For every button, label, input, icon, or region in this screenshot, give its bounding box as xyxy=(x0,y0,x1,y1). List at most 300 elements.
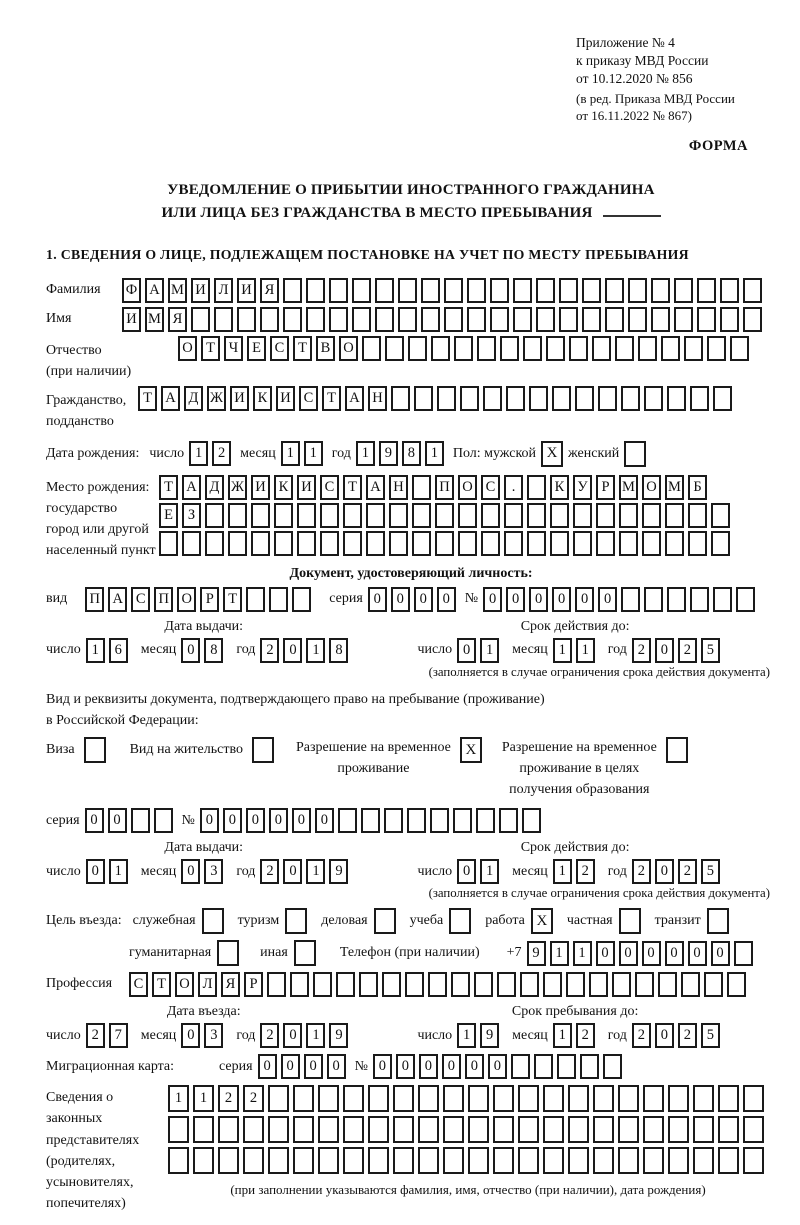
char-cell xyxy=(418,1085,439,1112)
char-cell: Т xyxy=(201,336,220,361)
char-cell: 0 xyxy=(315,808,334,833)
char-cell: 0 xyxy=(711,941,730,966)
appendix-line: от 10.12.2020 № 856 xyxy=(576,70,693,86)
char-cell: 0 xyxy=(108,808,127,833)
purpose-other-checkbox xyxy=(294,940,316,966)
char-cell xyxy=(444,307,463,332)
residence-number-boxes xyxy=(200,808,545,833)
char-cell: 0 xyxy=(419,1054,438,1079)
purpose-work: работа X xyxy=(480,908,553,934)
char-cell xyxy=(569,336,588,361)
char-cell xyxy=(707,336,726,361)
char-cell xyxy=(499,808,518,833)
char-cell xyxy=(251,503,270,528)
valid-title: Срок действия до: xyxy=(520,618,630,634)
char-cell: А xyxy=(108,587,127,612)
char-cell xyxy=(743,1116,764,1143)
char-cell xyxy=(575,386,594,411)
char-cell xyxy=(523,336,542,361)
char-cell xyxy=(668,1085,689,1112)
char-cell xyxy=(481,503,500,528)
char-cell: 0 xyxy=(575,587,594,612)
char-cell xyxy=(412,503,431,528)
char-cell: С xyxy=(270,336,289,361)
char-cell xyxy=(343,1147,364,1174)
patronymic-boxes xyxy=(178,336,753,361)
issue-year-boxes xyxy=(260,638,352,663)
char-cell xyxy=(154,808,173,833)
birthdate-label: Дата рождения: xyxy=(46,445,140,461)
temp-residence-education-option: Разрешение на временное проживание в целях получения образования xyxy=(502,737,688,800)
legal-row1 xyxy=(168,1085,768,1112)
migration-card-row xyxy=(46,1054,776,1079)
char-cell: 0 xyxy=(465,1054,484,1079)
name-label: Имя xyxy=(46,310,72,326)
char-cell xyxy=(628,307,647,332)
char-cell xyxy=(443,1147,464,1174)
char-cell: 0 xyxy=(327,1054,346,1079)
char-cell: 1 xyxy=(356,441,375,466)
char-cell xyxy=(736,587,755,612)
char-cell xyxy=(359,972,378,997)
char-cell xyxy=(228,531,247,556)
char-cell: 1 xyxy=(553,1023,572,1048)
char-cell: М xyxy=(619,475,638,500)
char-cell xyxy=(393,1116,414,1143)
char-cell: 2 xyxy=(632,1023,651,1048)
char-cell xyxy=(168,1116,189,1143)
legal-representatives-label: Сведения о законных представителях (родителях, усыновителях, попечителях) xyxy=(46,1090,140,1212)
char-cell xyxy=(527,475,546,500)
purpose-official-checkbox xyxy=(202,908,224,934)
char-cell xyxy=(536,278,555,303)
char-cell: О xyxy=(339,336,358,361)
char-cell: 1 xyxy=(480,638,499,663)
char-cell: И xyxy=(251,475,270,500)
char-cell xyxy=(260,307,279,332)
surname-label: Фамилия xyxy=(46,281,101,297)
char-cell xyxy=(481,531,500,556)
char-cell: 1 xyxy=(168,1085,189,1112)
citizenship-label: Гражданство, подданство xyxy=(46,392,127,429)
char-cell xyxy=(667,386,686,411)
char-cell xyxy=(621,587,640,612)
char-cell xyxy=(718,1147,739,1174)
char-cell: 0 xyxy=(396,1054,415,1079)
residence-options xyxy=(46,737,776,800)
temp-residence-education-checkbox xyxy=(666,737,688,763)
char-cell: 3 xyxy=(204,859,223,884)
char-cell: Д xyxy=(205,475,224,500)
char-cell: 5 xyxy=(701,638,720,663)
stay-year-boxes xyxy=(632,1023,724,1048)
arrival-title: Дата въезда: xyxy=(166,1004,241,1020)
vid-label: вид xyxy=(46,591,68,607)
valid-month-boxes xyxy=(553,638,599,663)
char-cell xyxy=(504,531,523,556)
char-cell xyxy=(418,1147,439,1174)
char-cell xyxy=(529,386,548,411)
char-cell xyxy=(730,336,749,361)
char-cell xyxy=(168,1147,189,1174)
char-cell xyxy=(513,278,532,303)
char-cell xyxy=(435,531,454,556)
residence-permit-option: Вид на жительство xyxy=(130,737,274,763)
char-cell xyxy=(559,307,578,332)
char-cell: 9 xyxy=(480,1023,499,1048)
legal-row2 xyxy=(168,1116,768,1143)
month-label: месяц xyxy=(140,642,177,658)
char-cell xyxy=(243,1116,264,1143)
char-cell xyxy=(500,336,519,361)
issue-month-boxes xyxy=(181,638,227,663)
char-cell xyxy=(458,503,477,528)
char-cell: Н xyxy=(389,475,408,500)
char-cell xyxy=(552,386,571,411)
char-cell: О xyxy=(458,475,477,500)
char-cell xyxy=(550,531,569,556)
char-cell: 9 xyxy=(379,441,398,466)
char-cell: 0 xyxy=(457,638,476,663)
char-cell: С xyxy=(131,587,150,612)
seriya-label: серия xyxy=(46,812,80,828)
char-cell xyxy=(582,278,601,303)
char-cell xyxy=(718,1116,739,1143)
char-cell: О xyxy=(178,336,197,361)
char-cell: Ж xyxy=(228,475,247,500)
char-cell xyxy=(393,1147,414,1174)
char-cell xyxy=(642,503,661,528)
char-cell xyxy=(368,1147,389,1174)
section1-heading: 1. СВЕДЕНИЯ О ЛИЦЕ, ПОДЛЕЖАЩЕМ ПОСТАНОВКЕ НА УЧЕТ ПО МЕСТУ ПРЕБЫВАНИЯ xyxy=(46,246,689,262)
char-cell xyxy=(343,1085,364,1112)
residence-line2: в Российской Федерации: xyxy=(46,713,199,729)
number-label: № xyxy=(464,591,479,607)
residence-dates xyxy=(46,840,776,884)
vid-boxes xyxy=(85,587,315,612)
char-cell: 0 xyxy=(246,808,265,833)
char-cell: С xyxy=(299,386,318,411)
char-cell: А xyxy=(345,386,364,411)
char-cell xyxy=(398,278,417,303)
char-cell xyxy=(421,278,440,303)
char-cell: 0 xyxy=(596,941,615,966)
char-cell: П xyxy=(154,587,173,612)
char-cell: 2 xyxy=(576,1023,595,1048)
profession-row xyxy=(46,972,776,997)
char-cell: Т xyxy=(293,336,312,361)
char-cell xyxy=(384,808,403,833)
purpose-private-checkbox xyxy=(619,908,641,934)
arrival-year-boxes xyxy=(260,1023,352,1048)
char-cell xyxy=(329,278,348,303)
char-cell: 2 xyxy=(260,638,279,663)
char-cell xyxy=(493,1147,514,1174)
char-cell: И xyxy=(191,278,210,303)
char-cell: 2 xyxy=(678,1023,697,1048)
char-cell xyxy=(688,531,707,556)
name-row xyxy=(46,307,776,332)
char-cell: С xyxy=(481,475,500,500)
residence-text xyxy=(46,689,776,732)
char-cell xyxy=(251,531,270,556)
birthplace-row3 xyxy=(159,531,734,556)
residence-note: (заполняется в случае ограничения срока действия документа) xyxy=(428,886,770,901)
valid-year-boxes xyxy=(632,638,724,663)
char-cell xyxy=(618,1116,639,1143)
char-cell: О xyxy=(175,972,194,997)
char-cell: 2 xyxy=(212,441,231,466)
char-cell: 1 xyxy=(553,859,572,884)
char-cell xyxy=(343,1116,364,1143)
char-cell: Ч xyxy=(224,336,243,361)
char-cell xyxy=(393,1085,414,1112)
char-cell xyxy=(290,972,309,997)
char-cell xyxy=(375,307,394,332)
purpose-study-checkbox xyxy=(449,908,471,934)
year-label: год xyxy=(236,642,256,658)
valid-title: Срок действия до: xyxy=(520,840,630,856)
month-label: месяц xyxy=(140,1027,177,1043)
char-cell xyxy=(568,1085,589,1112)
char-cell xyxy=(268,1116,289,1143)
char-cell: Я xyxy=(168,307,187,332)
residence-series-row xyxy=(46,808,776,833)
char-cell: 0 xyxy=(598,587,617,612)
char-cell xyxy=(267,972,286,997)
char-cell xyxy=(638,336,657,361)
char-cell xyxy=(293,1147,314,1174)
char-cell xyxy=(704,972,723,997)
char-cell xyxy=(467,307,486,332)
char-cell: И xyxy=(230,386,249,411)
char-cell xyxy=(534,1054,553,1079)
char-cell xyxy=(615,336,634,361)
char-cell: 0 xyxy=(483,587,502,612)
char-cell: 1 xyxy=(306,1023,325,1048)
char-cell xyxy=(713,587,732,612)
char-cell: 0 xyxy=(283,859,302,884)
char-cell: М xyxy=(145,307,164,332)
char-cell: 1 xyxy=(189,441,208,466)
char-cell xyxy=(734,941,753,966)
char-cell xyxy=(368,1116,389,1143)
char-cell xyxy=(543,1147,564,1174)
char-cell: 0 xyxy=(85,808,104,833)
year-label: год xyxy=(607,642,627,658)
char-cell xyxy=(191,307,210,332)
char-cell xyxy=(361,808,380,833)
char-cell: 1 xyxy=(425,441,444,466)
char-cell: С xyxy=(320,475,339,500)
migration-number-boxes xyxy=(373,1054,626,1079)
arrival-month-boxes xyxy=(181,1023,227,1048)
migration-seriya-boxes xyxy=(258,1054,350,1079)
appendix-line: Приложение № 4 xyxy=(576,35,675,50)
char-cell xyxy=(518,1147,539,1174)
stay-title: Срок пребывания до: xyxy=(511,1004,639,1020)
char-cell xyxy=(582,307,601,332)
residence-valid-day-boxes xyxy=(457,859,503,884)
identity-doc-heading: Документ, удостоверяющий личность: xyxy=(289,565,533,581)
legal-caption: (при заполнении указываются фамилия, имя, отчество (при наличии), дата рождения) xyxy=(230,1182,706,1198)
char-cell: А xyxy=(145,278,164,303)
residence-valid-year-boxes xyxy=(632,859,724,884)
char-cell: Н xyxy=(368,386,387,411)
purpose-work-checkbox: X xyxy=(531,908,553,934)
char-cell xyxy=(382,972,401,997)
char-cell xyxy=(329,307,348,332)
char-cell xyxy=(621,386,640,411)
char-cell xyxy=(421,307,440,332)
day-label: число xyxy=(417,863,453,879)
char-cell xyxy=(497,972,516,997)
char-cell: 1 xyxy=(109,859,128,884)
residence-issue-group xyxy=(46,840,361,884)
char-cell: 2 xyxy=(243,1085,264,1112)
char-cell xyxy=(412,475,431,500)
char-cell xyxy=(522,808,541,833)
char-cell: 2 xyxy=(260,859,279,884)
char-cell xyxy=(293,1085,314,1112)
char-cell: 0 xyxy=(552,587,571,612)
char-cell xyxy=(612,972,631,997)
char-cell xyxy=(159,531,178,556)
phone-prefix: +7 xyxy=(506,945,522,961)
char-cell xyxy=(243,1147,264,1174)
char-cell: Т xyxy=(159,475,178,500)
char-cell xyxy=(690,587,709,612)
char-cell: 2 xyxy=(576,859,595,884)
char-cell xyxy=(593,1116,614,1143)
residence-permit-checkbox xyxy=(252,737,274,763)
entry-dates xyxy=(46,1004,776,1048)
purpose-label: Цель въезда: xyxy=(46,913,122,929)
char-cell xyxy=(566,972,585,997)
char-cell: З xyxy=(182,503,201,528)
char-cell: 0 xyxy=(391,587,410,612)
char-cell xyxy=(205,503,224,528)
char-cell xyxy=(268,1085,289,1112)
char-cell xyxy=(618,1085,639,1112)
char-cell: 0 xyxy=(414,587,433,612)
char-cell xyxy=(269,587,288,612)
char-cell xyxy=(391,386,410,411)
char-cell xyxy=(318,1085,339,1112)
char-cell: 1 xyxy=(306,859,325,884)
char-cell xyxy=(518,1116,539,1143)
char-cell xyxy=(536,307,555,332)
purpose-tourism-checkbox xyxy=(285,908,307,934)
char-cell xyxy=(668,1116,689,1143)
purpose-transit-checkbox xyxy=(707,908,729,934)
char-cell xyxy=(661,336,680,361)
char-cell xyxy=(518,1085,539,1112)
char-cell xyxy=(451,972,470,997)
legal-representatives-block xyxy=(46,1085,776,1215)
char-cell xyxy=(268,1147,289,1174)
purpose-row2 xyxy=(46,940,776,966)
char-cell xyxy=(343,503,362,528)
char-cell: 8 xyxy=(204,638,223,663)
char-cell xyxy=(131,808,150,833)
char-cell xyxy=(352,278,371,303)
char-cell: 0 xyxy=(529,587,548,612)
birthplace-row2 xyxy=(159,503,734,528)
char-cell xyxy=(557,1054,576,1079)
char-cell xyxy=(274,531,293,556)
char-cell xyxy=(414,386,433,411)
char-cell xyxy=(218,1116,239,1143)
char-cell: 2 xyxy=(632,638,651,663)
char-cell: О xyxy=(642,475,661,500)
char-cell: 8 xyxy=(402,441,421,466)
title-blank-line xyxy=(603,203,661,217)
char-cell: 0 xyxy=(642,941,661,966)
char-cell: 1 xyxy=(576,638,595,663)
char-cell xyxy=(405,972,424,997)
temp-residence-checkbox: X xyxy=(460,737,482,763)
char-cell xyxy=(274,503,293,528)
purpose-other: иная xyxy=(255,940,316,966)
char-cell xyxy=(697,307,716,332)
char-cell: 0 xyxy=(368,587,387,612)
day-label: число xyxy=(417,1027,453,1043)
purpose-study: учеба xyxy=(405,908,472,934)
char-cell xyxy=(665,531,684,556)
birthplace-label: Место рождения: государство город или другой населенный пункт xyxy=(46,479,156,558)
char-cell xyxy=(453,808,472,833)
char-cell xyxy=(628,278,647,303)
char-cell: Т xyxy=(138,386,157,411)
char-cell: 8 xyxy=(329,638,348,663)
char-cell xyxy=(454,336,473,361)
char-cell xyxy=(368,1085,389,1112)
purpose-private: частная xyxy=(562,908,641,934)
identity-issue-group xyxy=(46,619,361,663)
birthplace-block xyxy=(46,475,776,561)
char-cell: 1 xyxy=(480,859,499,884)
char-cell xyxy=(283,307,302,332)
char-cell: 0 xyxy=(437,587,456,612)
char-cell: 9 xyxy=(527,941,546,966)
char-cell xyxy=(520,972,539,997)
char-cell: 0 xyxy=(488,1054,507,1079)
residence-seriya-boxes xyxy=(85,808,177,833)
identity-valid-group xyxy=(417,619,732,663)
char-cell xyxy=(511,1054,530,1079)
char-cell: 2 xyxy=(218,1085,239,1112)
sex-male-checkbox: X xyxy=(541,441,563,467)
char-cell xyxy=(237,307,256,332)
appendix-line: к приказу МВД России xyxy=(576,52,709,68)
char-cell: 0 xyxy=(223,808,242,833)
char-cell xyxy=(430,808,449,833)
char-cell xyxy=(743,1085,764,1112)
month-label: месяц xyxy=(512,863,548,879)
purpose-business-checkbox xyxy=(374,908,396,934)
char-cell xyxy=(483,386,502,411)
char-cell: К xyxy=(274,475,293,500)
seriya-label: серия xyxy=(329,591,363,607)
char-cell: Р xyxy=(200,587,219,612)
char-cell xyxy=(688,503,707,528)
char-cell xyxy=(697,278,716,303)
char-cell xyxy=(643,1147,664,1174)
char-cell xyxy=(338,808,357,833)
char-cell: С xyxy=(129,972,148,997)
legal-representatives-rows xyxy=(168,1085,768,1198)
